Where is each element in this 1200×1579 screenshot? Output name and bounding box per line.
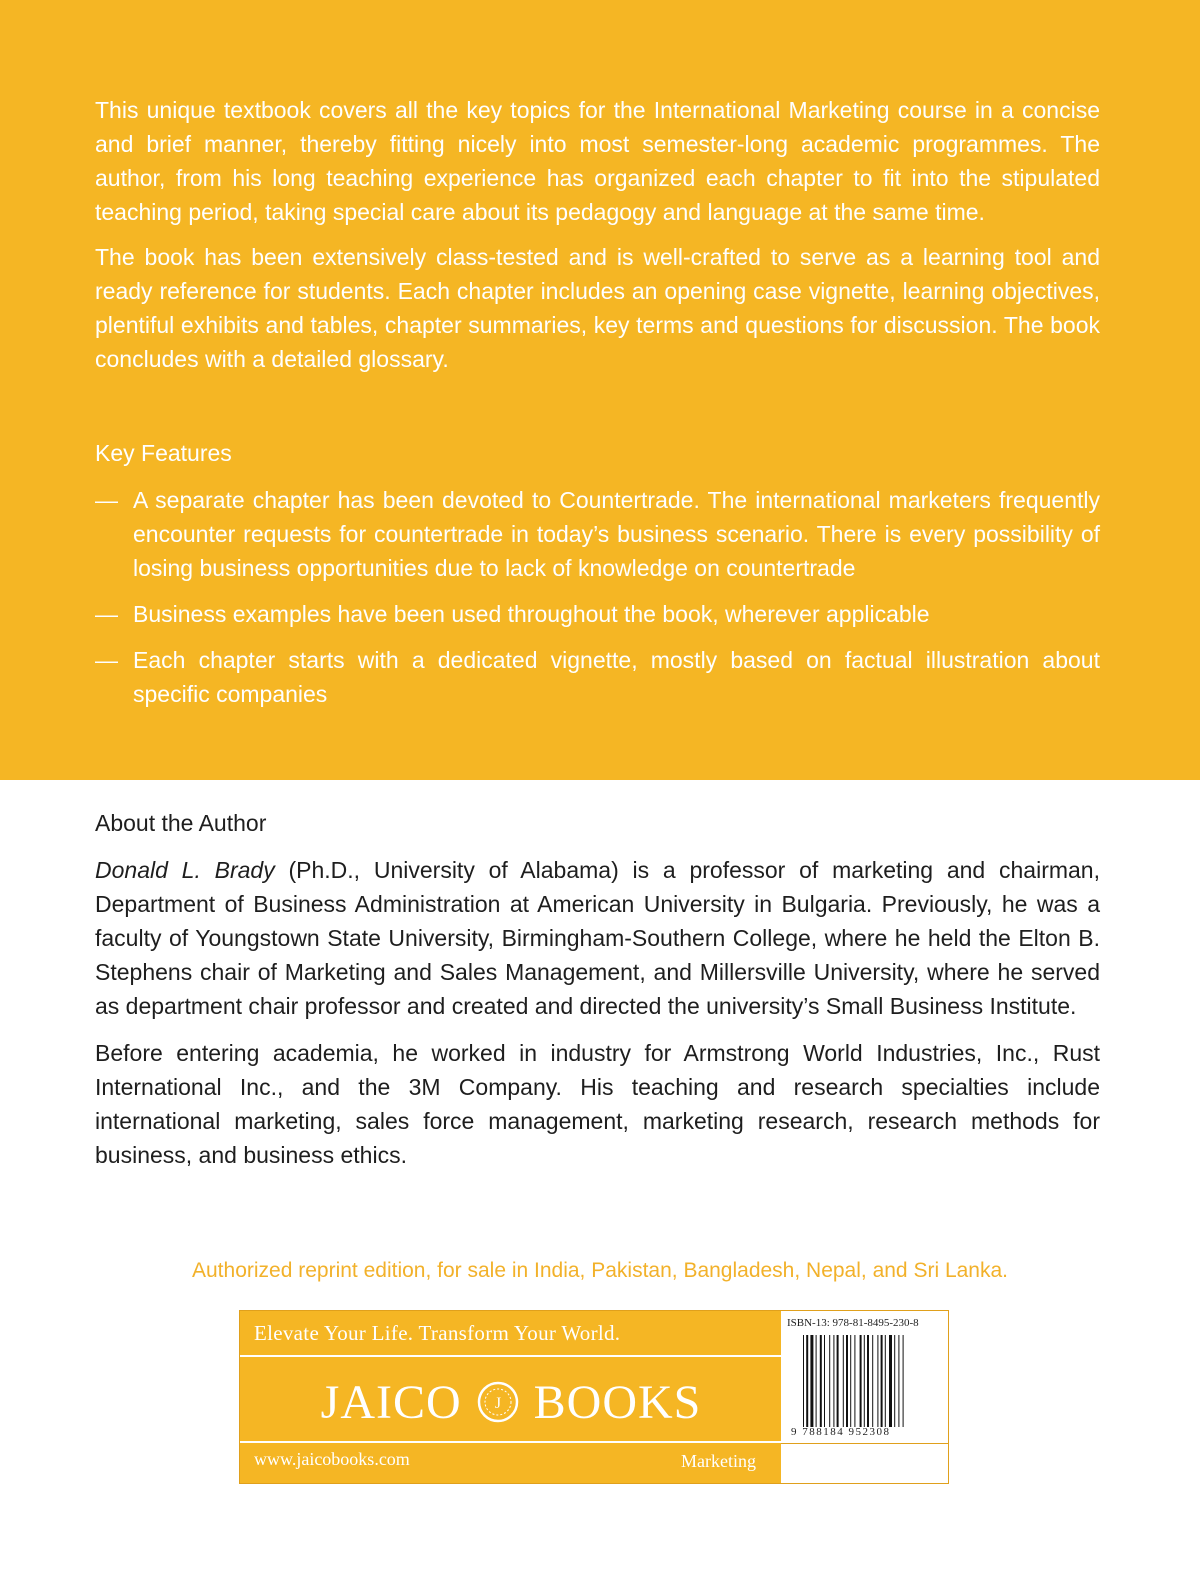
description-paragraph-2: The book has been extensively class-tested and is well-crafted to serve as a learning tool and ready reference for students. Each chapter includes an opening case vignette, learning objectives, plentiful exhibits and tables, chapter summaries, key terms and questions for discussion. The book concludes with a detailed glossary. bbox=[95, 244, 1100, 372]
bullet-dash: — bbox=[95, 647, 118, 673]
barcode-icon bbox=[803, 1335, 927, 1427]
barcode-digits: 9 788184 952308 bbox=[791, 1426, 891, 1438]
key-features-heading: Key Features bbox=[95, 440, 232, 466]
author-bio-paragraph-2: Before entering academia, he worked in industry for Armstrong World Industries, Inc., Rust International Inc., and the 3M Company. His teaching and research specialties include international marketing, sales force management, marketing research, research methods for business, and business ethics. bbox=[95, 1040, 1100, 1168]
reprint-notice: Authorized reprint edition, for sale in India, Pakistan, Bangladesh, Nepal, and Sri Lanka. bbox=[192, 1259, 1008, 1282]
feature-text: A separate chapter has been devoted to Countertrade. The international marketers frequently encounter requests for countertrade in today’s business scenario. There is every possibility of losing business opportunities due to lack of knowledge on countertrade bbox=[133, 487, 1100, 581]
book-description bbox=[95, 93, 1100, 376]
divider bbox=[781, 1443, 948, 1444]
key-features-list bbox=[95, 483, 1100, 723]
author-bio-paragraph-1 bbox=[95, 853, 1100, 1023]
publisher-website: www.jaicobooks.com bbox=[254, 1449, 410, 1469]
list-item bbox=[95, 483, 1100, 585]
about-author-section bbox=[95, 806, 1100, 1172]
feature-text: Each chapter starts with a dedicated vignette, mostly based on factual illustration about specific companies bbox=[133, 647, 1100, 707]
list-item bbox=[95, 643, 1100, 711]
jaico-emblem-icon bbox=[476, 1380, 520, 1424]
isbn-label: ISBN-13: 978-81-8495-230-8 bbox=[787, 1317, 919, 1329]
feature-text: Business examples have been used throughout the book, wherever applicable bbox=[133, 601, 930, 627]
author-name: Donald L. Brady bbox=[95, 857, 275, 883]
divider bbox=[240, 1441, 782, 1443]
publisher-logo bbox=[240, 1367, 782, 1437]
logo-word-right: BOOKS bbox=[533, 1375, 702, 1429]
publisher-logo-block bbox=[239, 1310, 783, 1484]
divider bbox=[240, 1355, 782, 1357]
author-bio-text: (Ph.D., University of Alabama) is a professor of marketing and chairman, Department of Business Administration at American University in Bulgaria. Previously, he was a faculty of Youngstown State University, Birmingham-Southern College, where he held the Elton B. Stephens chair of Marketing and Sales Management, and Millersville University, where he served as department chair professor and created and directed the university’s Small Business Institute. bbox=[95, 857, 1100, 1019]
bullet-dash: — bbox=[95, 601, 118, 627]
bullet-dash: — bbox=[95, 487, 118, 513]
barcode-block bbox=[781, 1310, 949, 1484]
emblem-letter: J bbox=[494, 1395, 501, 1412]
list-item bbox=[95, 597, 1100, 631]
about-author-heading: About the Author bbox=[95, 810, 267, 836]
description-paragraph-1: This unique textbook covers all the key topics for the International Marketing course in a concise and brief manner, thereby fitting nicely into most semester-long academic programmes. The author, from his long teaching experience has organized each chapter to fit into the stipulated teaching period, taking special care about its pedagogy and language at the same time. bbox=[95, 97, 1100, 225]
publisher-tagline: Elevate Your Life. Transform Your World. bbox=[254, 1321, 621, 1345]
logo-word-left: JAICO bbox=[320, 1375, 462, 1429]
book-category: Marketing bbox=[681, 1451, 756, 1471]
